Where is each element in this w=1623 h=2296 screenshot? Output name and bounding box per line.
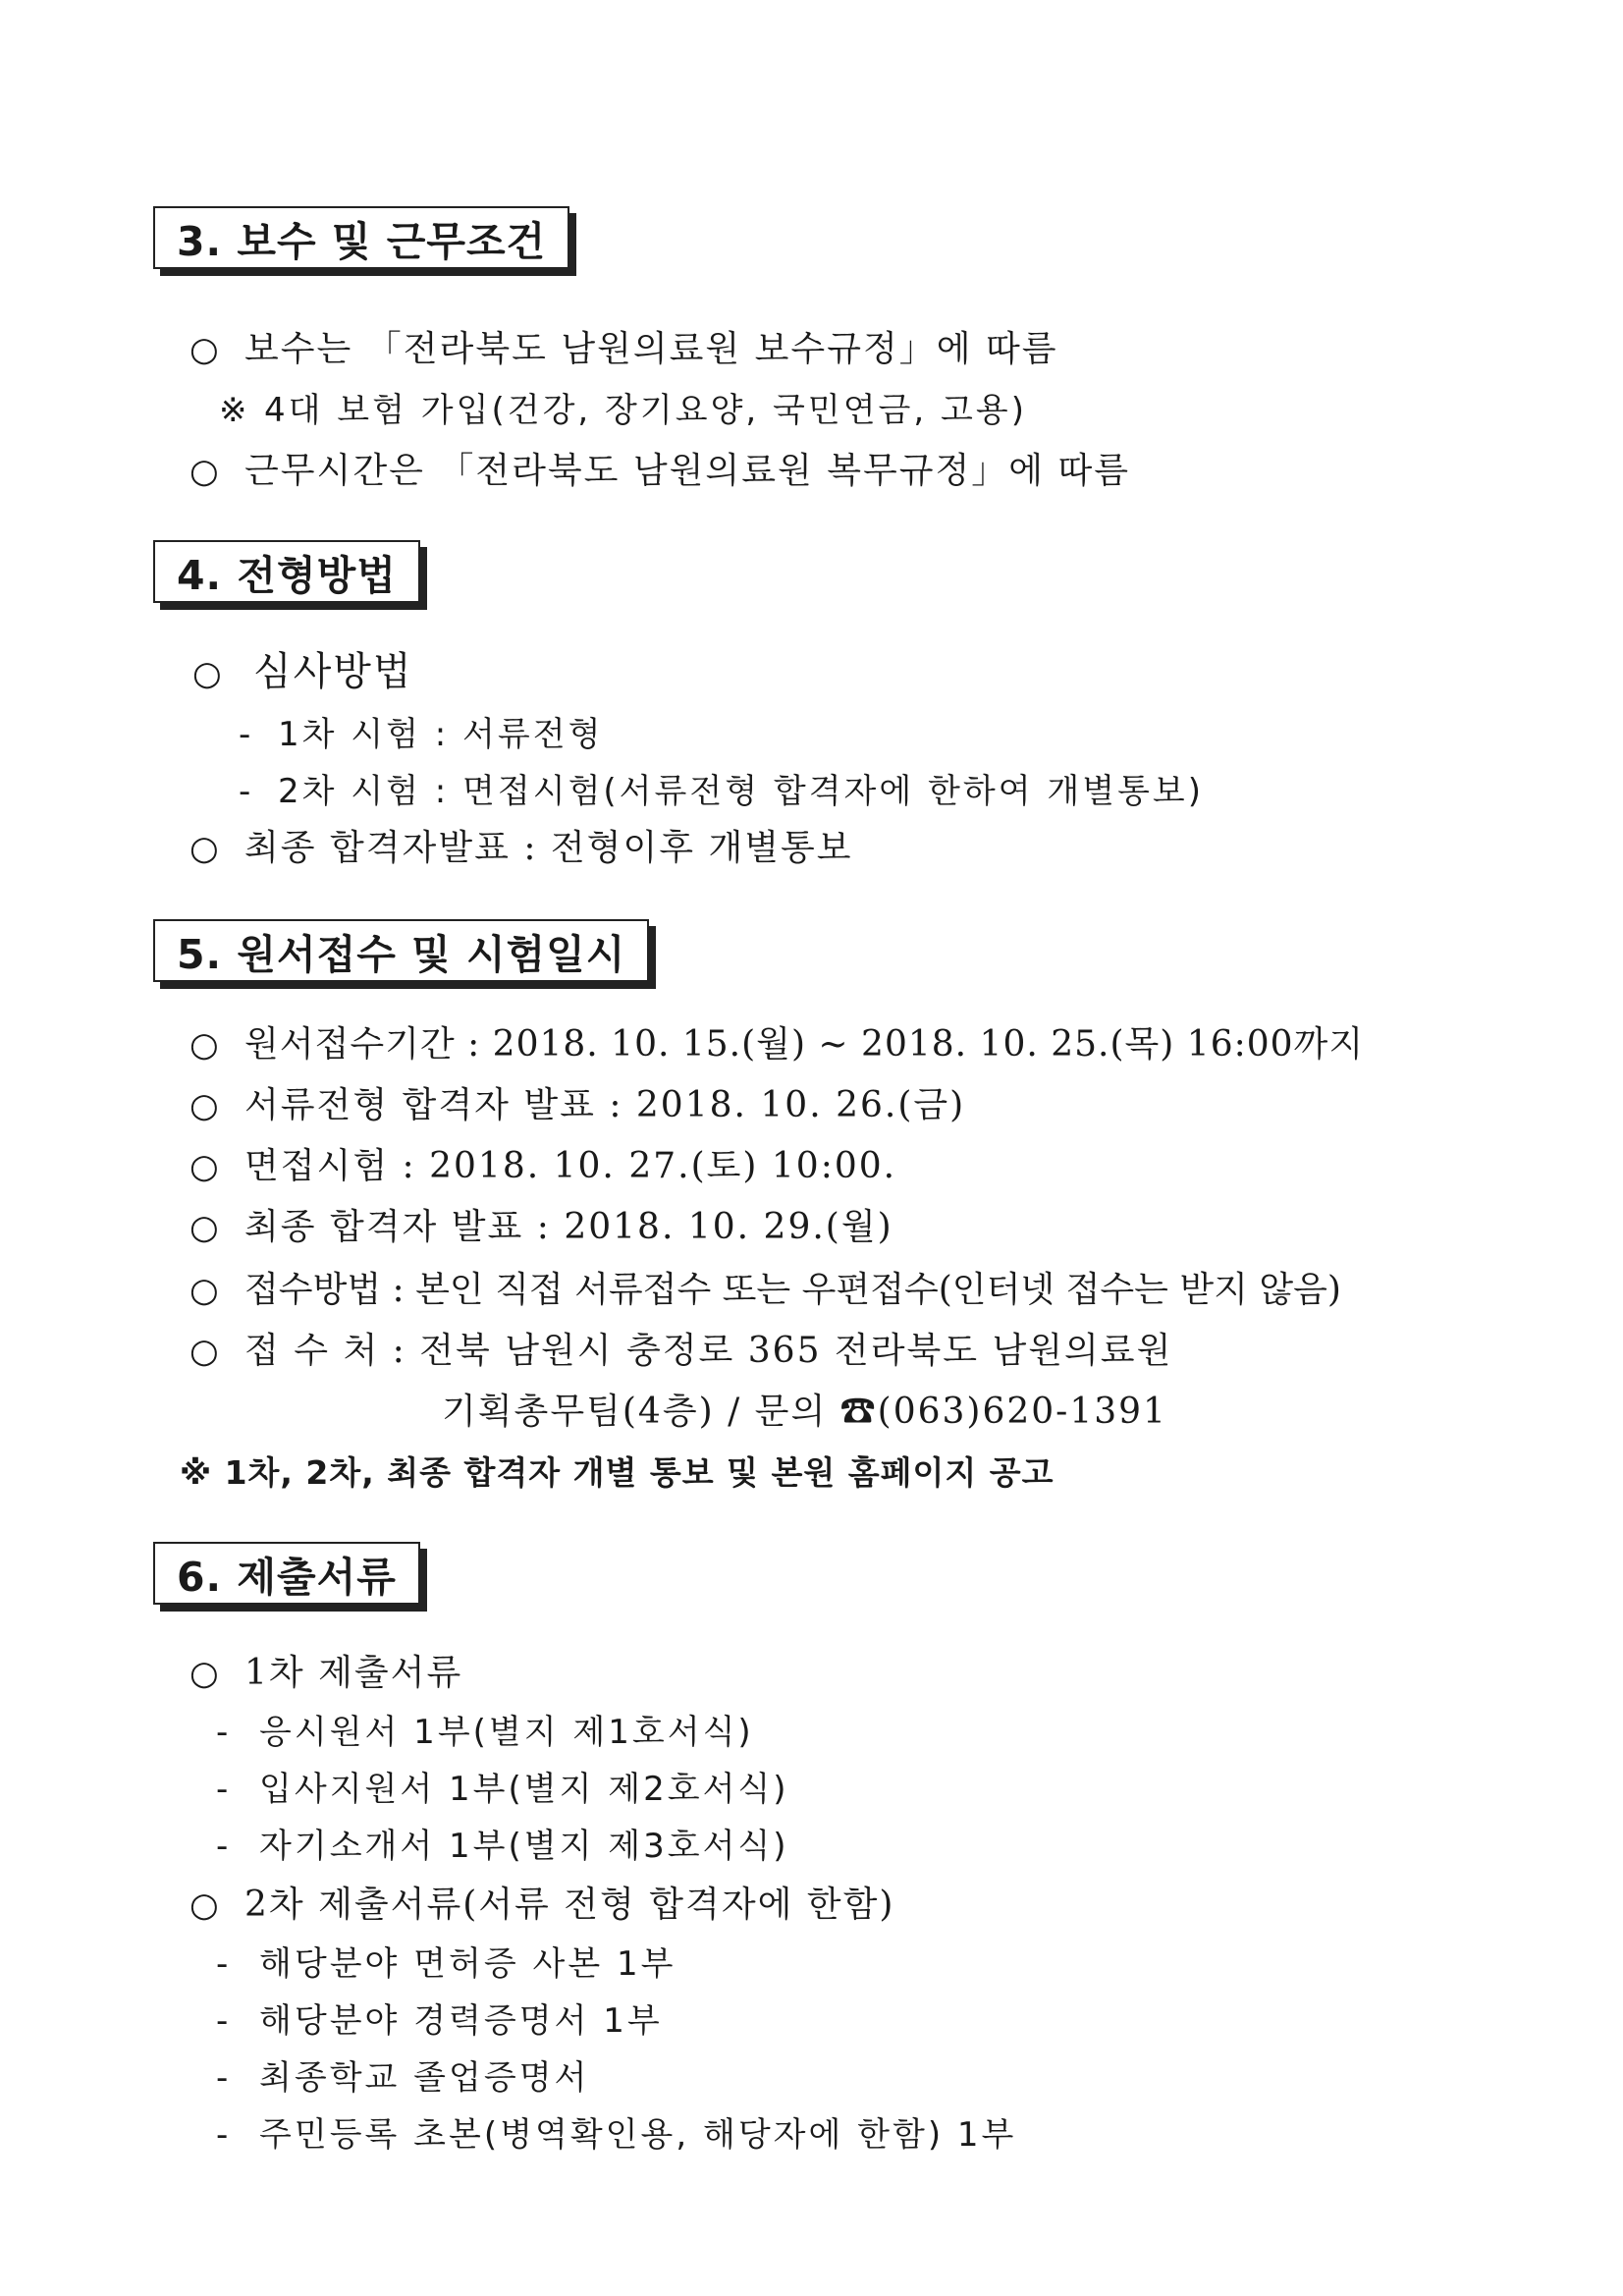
list-item: ○ 원서접수기간 : 2018. 10. 15.(월) ~ 2018. 10. 25.(목) 16:00까지 [189, 1024, 1365, 1065]
list-item-dash: - 1차 시험 : 서류전형 [239, 715, 604, 754]
section-6-heading: 6. 제출서류 [153, 1542, 420, 1605]
list-item-dash: - 자기소개서 1부(별지 제3호서식) [216, 1827, 789, 1866]
list-item: ○ 최종 합격자 발표 : 2018. 10. 29.(월) [189, 1207, 893, 1247]
list-item-dash: - 입사지원서 1부(별지 제2호서식) [216, 1770, 789, 1809]
list-item-continuation: 기획총무팀(4층) / 문의 ☎(063)620-1391 [442, 1392, 1167, 1432]
notice-text: ※ 1차, 2차, 최종 합격자 개별 통보 및 본원 홈페이지 공고 [180, 1453, 1055, 1492]
section-5-heading: 5. 원서접수 및 시험일시 [153, 919, 649, 982]
list-item: ○ 접수방법 : 본인 직접 서류접수 또는 우편접수(인터넷 접수는 받지 않음) [189, 1270, 1341, 1310]
list-item-dash: - 최종학교 졸업증명서 [216, 2058, 590, 2098]
list-item: ○ 최종 합격자발표 : 전형이후 개별통보 [189, 828, 853, 868]
list-item: ○ 서류전형 합격자 발표 : 2018. 10. 26.(금) [189, 1085, 966, 1125]
list-item-dash: - 응시원서 1부(별지 제1호서식) [216, 1713, 754, 1752]
list-item-note: ※ 4대 보험 가입(건강, 장기요양, 국민연금, 고용) [219, 391, 1027, 430]
list-item: ○ 접 수 처 : 전북 남원시 충정로 365 전라북도 남원의료원 [189, 1331, 1173, 1371]
list-item-dash: - 해당분야 면허증 사본 1부 [216, 1944, 676, 1984]
list-item-dash: - 2차 시험 : 면접시험(서류전형 합격자에 한하여 개별통보) [239, 772, 1205, 811]
section-3-heading: 3. 보수 및 근무조건 [153, 206, 569, 269]
list-item: ○ 근무시간은 「전라북도 남원의료원 복무규정」에 따름 [189, 451, 1131, 491]
list-item: ○ 심사방법 [192, 649, 413, 694]
list-item: ○ 1차 제출서류 [189, 1653, 463, 1693]
list-item: ○ 2차 제출서류(서류 전형 합격자에 한함) [189, 1885, 895, 1925]
list-item: ○ 면접시험 : 2018. 10. 27.(토) 10:00. [189, 1146, 897, 1186]
list-item-dash: - 해당분야 경력증명서 1부 [216, 2001, 663, 2041]
list-item-dash: - 주민등록 초본(병역확인용, 해당자에 한함) 1부 [216, 2115, 1017, 2155]
section-4-heading: 4. 전형방법 [153, 540, 420, 603]
list-item: ○ 보수는 「전라북도 남원의료원 보수규정」에 따름 [189, 329, 1058, 369]
